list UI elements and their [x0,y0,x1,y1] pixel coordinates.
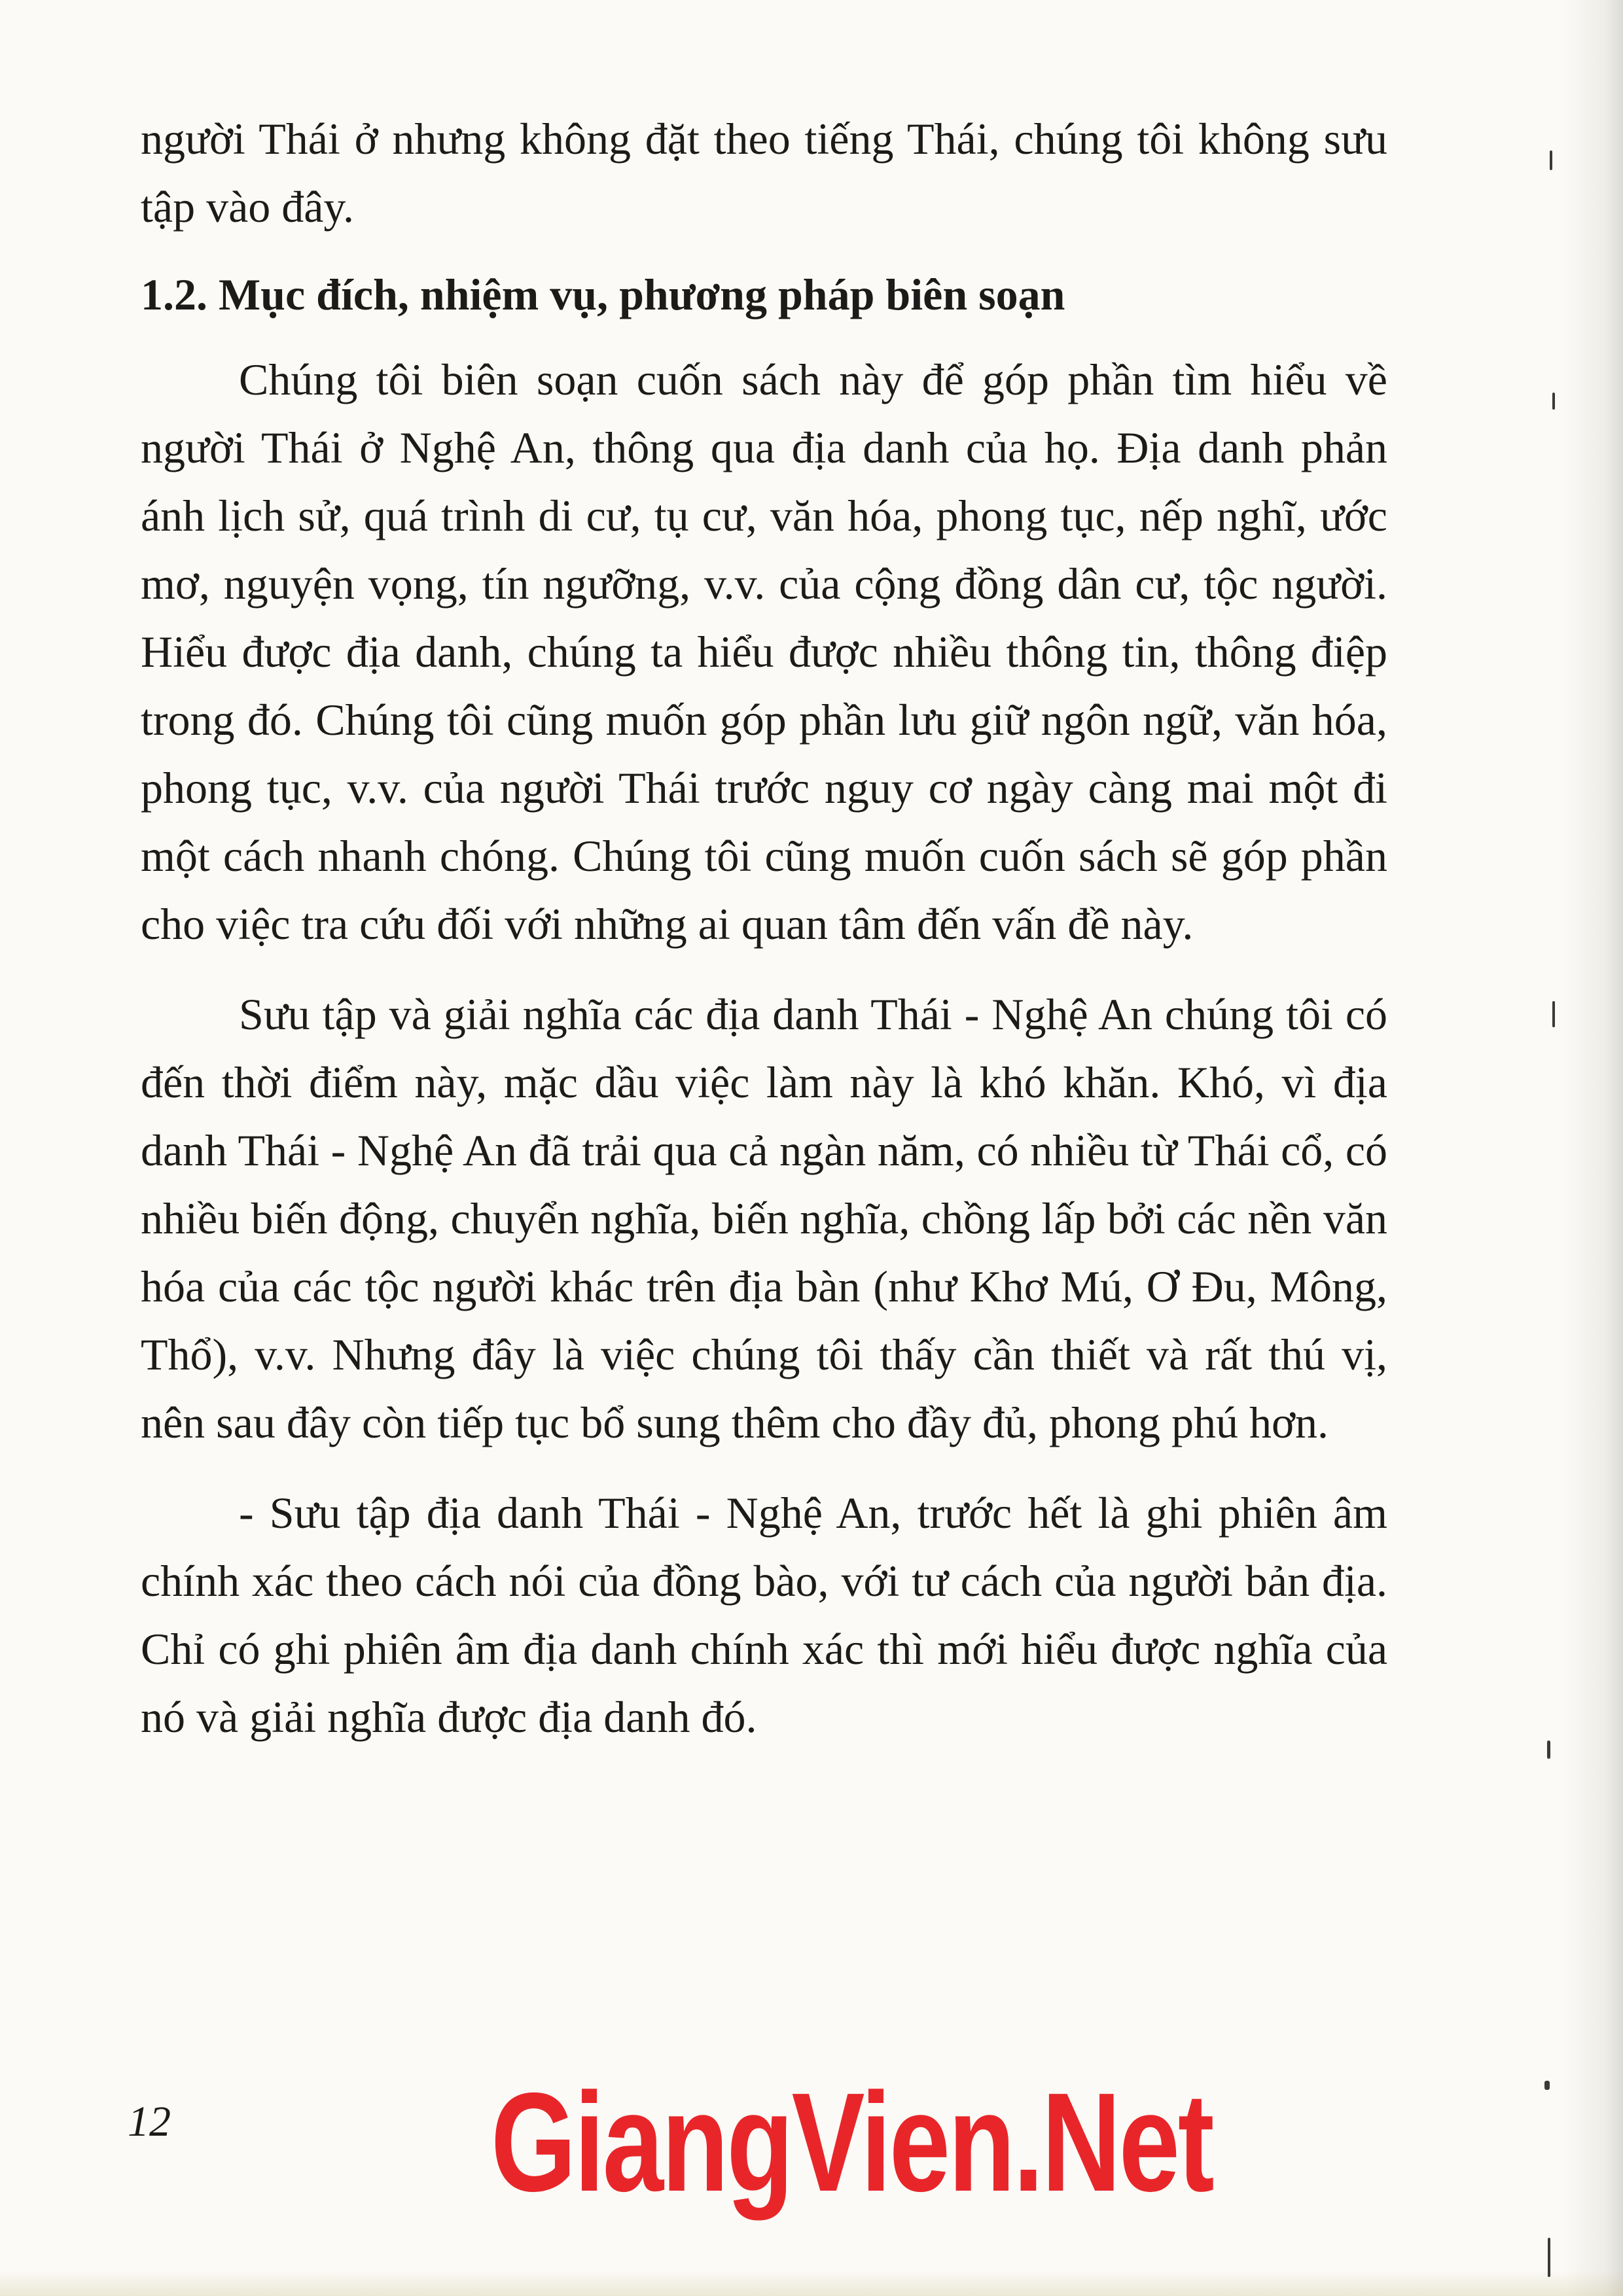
paragraph-transcription: - Sưu tập địa danh Thái - Nghệ An, trước hết là ghi phiên âm chính xác theo cách nói của đồng bào, với tư cách của người bản địa. Chỉ có ghi phiên âm địa danh chính xác thì mới hiểu được nghĩa của nó và giải nghĩa được địa danh đó. [141,1488,1387,1742]
paragraph-difficulty: Sưu tập và giải nghĩa các địa danh Thái - Nghệ An chúng tôi có đến thời điểm này, mặc dầu việc làm này là khó khăn. Khó, vì địa danh Thái - Nghệ An đã trải qua cả ngàn năm, có nhiều từ Thái cổ, có nhiều biến động, chuyển nghĩa, biến nghĩa, chồng lấp bởi các nền văn hóa của các tộc người khác trên địa bàn (như Khơ Mú, Ơ Đu, Mông, Thổ), v.v. Nhưng đây là việc chúng tôi thấy cần thiết và rất thú vị, nên sau đây còn tiếp tục bổ sung thêm cho đầy đủ, phong phú hơn. [141,989,1387,1447]
scan-speck [1552,393,1555,410]
scan-speck [1548,2238,1550,2277]
page-bottom-tint [0,2270,1623,2296]
scan-speck [1544,2081,1550,2090]
section-heading: 1.2. Mục đích, nhiệm vụ, phương pháp biên soạn [141,270,1065,319]
page-body [141,105,1387,1751]
page-edge-shadow [1564,0,1623,2296]
paragraph-continuation: người Thái ở nhưng không đặt theo tiếng Thái, chúng tôi không sưu tập vào đây. [141,114,1387,232]
watermark-logo: GiangVien.Net [491,2063,1213,2221]
scan-speck [1547,1740,1550,1759]
paragraph-purpose: Chúng tôi biên soạn cuốn sách này để góp phần tìm hiểu về người Thái ở Nghệ An, thông qua địa danh của họ. Địa danh phản ánh lịch sử, quá trình di cư, tụ cư, văn hóa, phong tục, nếp nghĩ, ước mơ, nguyện vọng, tín ngưỡng, v.v. của cộng đồng dân cư, tộc người. Hiểu được địa danh, chúng ta hiểu được nhiều thông tin, thông điệp trong đó. Chúng tôi cũng muốn góp phần lưu giữ ngôn ngữ, văn hóa, phong tục, v.v. của người Thái trước nguy cơ ngày càng mai một đi một cách nhanh chóng. Chúng tôi cũng muốn cuốn sách sẽ góp phần cho việc tra cứu đối với những ai quan tâm đến vấn đề này. [141,355,1387,949]
page-number: 12 [128,2098,171,2146]
scan-speck [1550,150,1552,170]
scan-speck [1552,1001,1555,1027]
